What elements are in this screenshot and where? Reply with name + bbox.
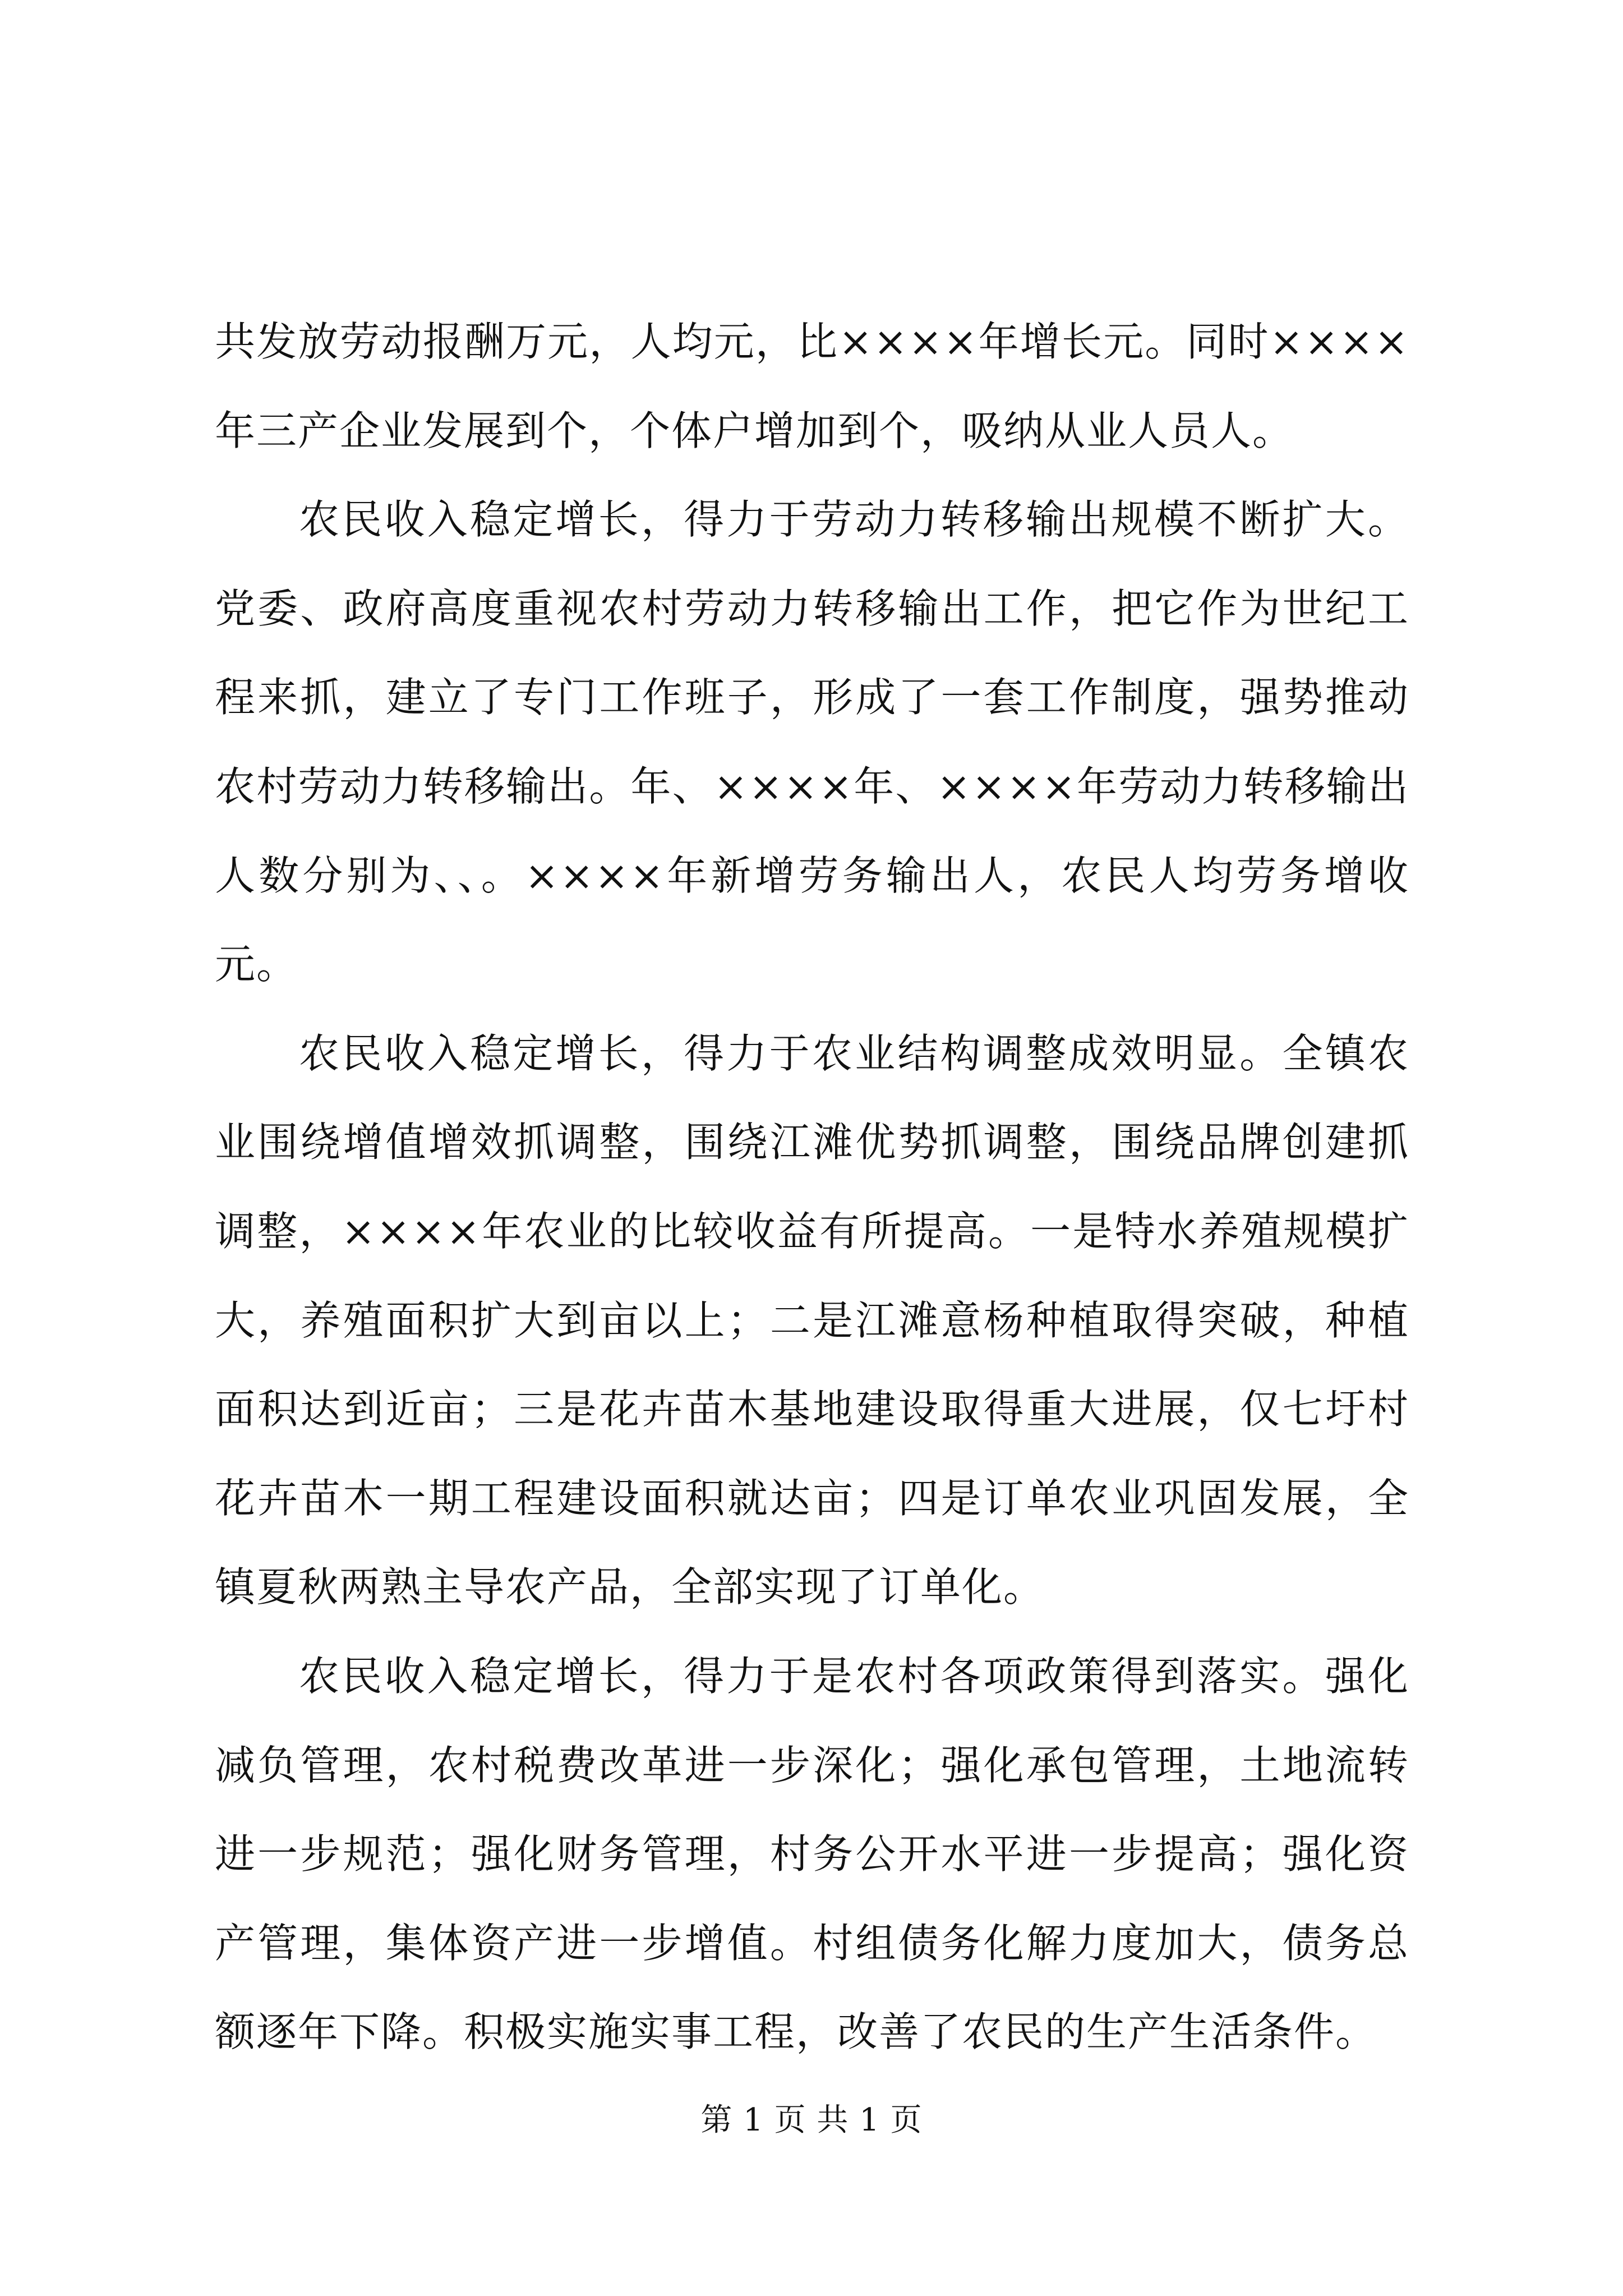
paragraph-labor-transfer: 农民收入稳定增长，得力于劳动力转移输出规模不断扩大。党委、政府高度重视农村劳动力转移输出工作，把它作为世纪工程来抓，建立了专门工作班子，形成了一套工作制度，强势推动农村劳动力转移输出。年、××××年、××××年劳动力转移输出人数分别为、、。××××年新增劳务输出人，农民人均劳务增收元。 bbox=[215, 496, 1409, 988]
page-number-footer: 第 1 页 共 1 页 bbox=[700, 2102, 923, 2138]
paragraph-rural-policies: 农民收入稳定增长，得力于是农村各项政策得到落实。强化减负管理，农村税费改革进一步深化；强化承包管理，土地流转进一步规范；强化财务管理，村务公开水平进一步提高；强化资产管理，集体资产进一步增值。村组债务化解力度加大，债务总额逐年下降。积极实施实事工程，改善了农民的生产生活条件。 bbox=[215, 1652, 1409, 2056]
paragraph-continuation: 共发放劳动报酬万元，人均元，比××××年增长元。同时××××年三产企业发展到个，个体户增加到个，吸纳从业人员人。 bbox=[215, 318, 1409, 454]
document-body bbox=[215, 297, 1409, 2077]
paragraph-agricultural-structure: 农民收入稳定增长，得力于农业结构调整成效明显。全镇农业围绕增值增效抓调整，围绕江滩优势抓调整，围绕品牌创建抓调整，××××年农业的比较收益有所提高。一是特水养殖规模扩大，养殖面积扩大到亩以上；二是江滩意杨种植取得突破，种植面积达到近亩；三是花卉苗木基地建设取得重大进展，仅七圩村花卉苗木一期工程建设面积就达亩；四是订单农业巩固发展，全镇夏秋两熟主导农产品，全部实现了订单化。 bbox=[215, 1029, 1409, 1611]
